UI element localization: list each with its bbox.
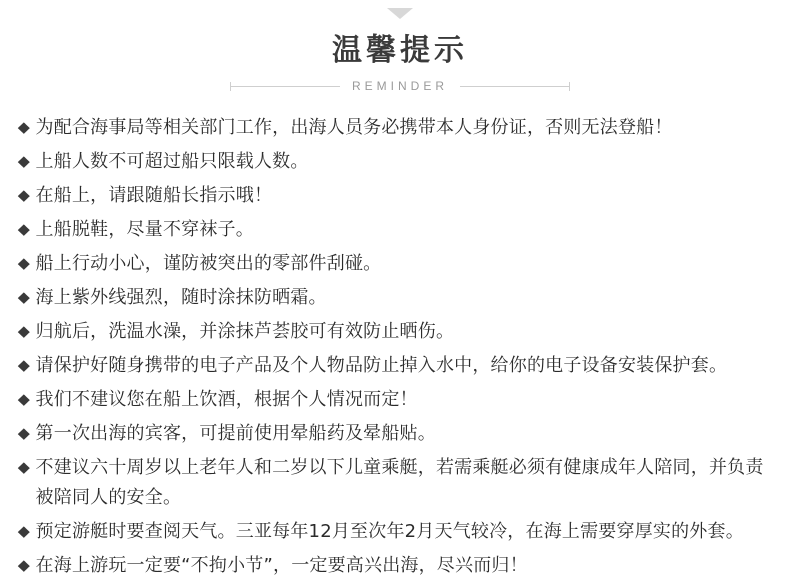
- list-item: [18, 249, 770, 279]
- list-item-text: 上船人数不可超过船只限载人数。: [35, 151, 309, 172]
- diamond-bullet-icon: ◆: [17, 357, 30, 374]
- list-item: [18, 453, 770, 513]
- list-item: [18, 419, 770, 449]
- diamond-bullet-icon: ◆: [17, 221, 30, 238]
- list-item-text: 在船上，请跟随船长指示哦！: [35, 185, 273, 206]
- list-item-text: 为配合海事局等相关部门工作，出海人员务必携带本人身份证，否则无法登船！: [35, 117, 673, 138]
- diamond-bullet-icon: ◆: [17, 425, 30, 442]
- list-item-text: 我们不建议您在船上饮酒，根据个人情况而定！: [35, 389, 418, 410]
- reminder-list: [0, 113, 800, 581]
- list-item: [18, 215, 770, 245]
- diamond-bullet-icon: ◆: [17, 255, 30, 272]
- list-item-text: 不建议六十周岁以上老年人和二岁以下儿童乘艇，若需乘艇必须有健康成年人陪同，并负责被陪同人的安全。: [35, 457, 764, 508]
- list-item: [18, 351, 770, 381]
- diamond-bullet-icon: ◆: [17, 391, 30, 408]
- list-item-text: 在海上游玩一定要“不拘小节”，一定要高兴出海，尽兴而归！: [35, 555, 528, 576]
- diamond-bullet-icon: ◆: [17, 523, 30, 540]
- subtitle-divider: [230, 79, 570, 93]
- list-item-text: 预定游艇时要查阅天气。三亚每年12月至次年2月天气较冷，在海上需要穿厚实的外套。: [35, 521, 744, 542]
- page-header: [0, 0, 800, 99]
- list-item: [18, 385, 770, 415]
- list-item: [18, 551, 770, 581]
- divider-right: [460, 86, 570, 87]
- page-subtitle: REMINDER: [352, 79, 449, 93]
- diamond-bullet-icon: ◆: [17, 119, 30, 136]
- list-item-text: 船上行动小心，谨防被突出的零部件刮碰。: [35, 253, 382, 274]
- list-item: [18, 317, 770, 347]
- divider-left: [230, 86, 340, 87]
- list-item: [18, 147, 770, 177]
- list-item: [18, 283, 770, 313]
- diamond-bullet-icon: ◆: [17, 153, 30, 170]
- diamond-bullet-icon: ◆: [17, 459, 30, 476]
- list-item-text: 第一次出海的宾客，可提前使用晕船药及晕船贴。: [35, 423, 436, 444]
- diamond-bullet-icon: ◆: [17, 187, 30, 204]
- triangle-down-icon: [387, 8, 413, 19]
- list-item-text: 归航后，洗温水澡，并涂抹芦荟胶可有效防止晒伤。: [35, 321, 455, 342]
- list-item: [18, 113, 770, 143]
- list-item: [18, 181, 770, 211]
- list-item: [18, 517, 770, 547]
- page-title: 温馨提示: [332, 33, 468, 68]
- list-item-text: 海上紫外线强烈，随时涂抹防晒霜。: [35, 287, 327, 308]
- diamond-bullet-icon: ◆: [17, 289, 30, 306]
- diamond-bullet-icon: ◆: [17, 323, 30, 340]
- diamond-bullet-icon: ◆: [17, 557, 30, 574]
- list-item-text: 请保护好随身携带的电子产品及个人物品防止掉入水中，给你的电子设备安装保护套。: [35, 355, 728, 376]
- list-item-text: 上船脱鞋，尽量不穿袜子。: [35, 219, 254, 240]
